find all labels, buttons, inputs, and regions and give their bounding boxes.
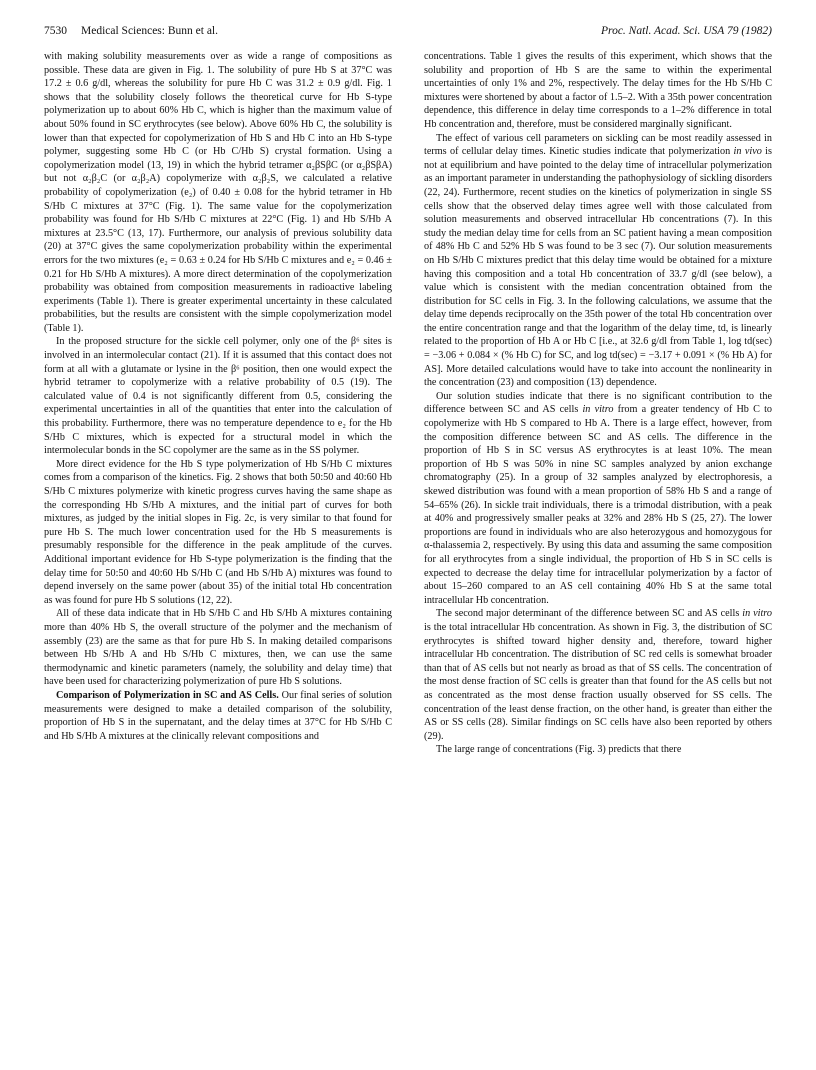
italic-term: in vivo xyxy=(733,146,762,158)
left-column xyxy=(44,50,392,743)
paragraph-text: Our solution studies indicate that there is no significant contribution to the difference between SC and AS cells xyxy=(424,390,772,416)
paragraph: In the proposed structure for the sickle cell polymer, only one of the β⁶ sites is involved in an intermolecular contact (21). If it is assumed that this contact does not form at all with a glutamate or lysine in the β⁶ position, then one would expect the hybrid tetramer to copolymerize with a relative probability of 0.5 (19). The calculated value of 0.4 is not significantly different from 0.5, considering the experimental uncertainties in all of the quantities that enter into the calculation of this probability. Furthermore, there was no temperature dependence to e₂ for the Hb S/Hb C mixtures, which is expected for a structural model in which the intermolecular bonds in the SC copolymer are the same as in the SS polymer. xyxy=(44,336,392,457)
paragraph: More direct evidence for the Hb S type polymerization of Hb S/Hb C mixtures comes from a comparison of the kinetics. Fig. 2 shows that both 50:50 and 40:60 Hb S/Hb C mixtures polymerize with kinetic progress curves having the same shape as the corresponding Hb S/Hb A mixtures, and the initial part of curves for both mixtures, as judged by the initial slopes in Fig. 2c, is very similar to that found for pure Hb S. The much lower concentration used for the Hb S measurements is presumably responsible for the difference in the peak amplitude of the curves. Additional important evidence for Hb S-type polymerization is the finding that the delay time for 50:50 and 40:60 Hb S/Hb C (and Hb S/Hb A) mixtures was found to depend inversely on the same power (about 35) of the initial total Hb concentration as was found for pure Hb S solutions (12, 22). xyxy=(44,458,392,606)
paragraph xyxy=(424,607,772,743)
paragraph: concentrations. Table 1 gives the results of this experiment, which shows that the solubility and proportion of Hb S are the same to within the experimental uncertainties of only 1% and 2%, respectively. The delay times for the Hb S/Hb C mixtures were shortened by about a factor of 1.5–2. With a 35th power concentration dependence, this difference in delay time corresponds to a 1–2% difference in total Hb concentration and, therefore, must be considered marginally significant. xyxy=(424,51,772,130)
page-number: 7530 xyxy=(44,25,67,37)
paragraph xyxy=(44,689,392,743)
right-column xyxy=(424,50,772,757)
italic-term: in vitro xyxy=(742,608,772,620)
paragraph-text: from a greater tendency of Hb C to copolymerize with Hb S compared to Hb A. There is a large effect, however, from the composition difference between SC and AS cells. The difference in the proportion of Hb S in SC versus AS erythrocytes is at least 10%. The mean proportion of Hb S was 50% in nine SC samples analyzed by anion exchange chromatography (25). In a group of 32 samples analyzed by electrophoresis, a skewed distribution was found with a mean proportion of 58% Hb S and a range of 54–65% (26). In sickle trait individuals, there is a trimodal distribution, with a peak at 40% and progressively smaller peaks at 32% and 28% Hb S (25, 27). The lower proportions are found in individuals who are also heterozygous and homozygous for α-thalassemia 2, respectively. By using this data and assuming the same composition for all erythrocytes from a single individual, the proportion of Hb S in SC cells is expected to decrease the delay time for intracellular polymerization by a factor of about 15–260 compared to an AS cell containing 40% Hb S at the same total intracellular Hb concentration. xyxy=(424,404,772,606)
running-header xyxy=(44,25,772,41)
paragraph: with making solubility measurements over as wide a range of compositions as possible. These data are given in Fig. 1. The solubility of pure Hb S at 37°C was 17.2 ± 0.6 g/dl, whereas the solubility for pure Hb C was 31.2 ± 0.9 g/dl. Fig. 1 shows that the solubility closely follows the theoretical curve for Hb S-type polymerization up to about 60% Hb C, which is higher than the maximum value of about 50% found in SC erythrocytes (see below). Above 60% Hb C, the solubility is lower than that expected for copolymerization of Hb S and Hb C into an Hb S-type polymer, suggesting some Hb C (or Hb C/Hb S) crystal formation. Using a copolymerization model (13, 19) in which the hybrid tetramer α₂βSβC (or α₂βSβA) but not α₂β₂C (or α₂β₂A) copolymerize with α₂β₂S, we calculated a relative probability of copolymerization (e₂) of 0.40 ± 0.08 for the hybrid tetramer in Hb S/Hb C mixtures at 37°C (Fig. 1). The same value for the copolymerization probability was found for Hb S/Hb C mixtures at 22°C (Fig. 1) and Hb S/Hb A mixtures at 23.5°C (13, 17). Furthermore, our analysis of previous solubility data (20) at 37°C gives the same copolymerization probability within the experimental errors for the two mixtures (e₂ = 0.63 ± 0.24 for Hb S/Hb C mixtures and e₂ = 0.46 ± 0.21 for Hb S/Hb A mixtures). A more direct determination of the copolymerization probability was obtained from composition measurements in radioactive labeling experiments (Table 1). There is greater experimental uncertainty in these calculated probabilities, but the results are consistent with the simple copolymerization model (Table 1). xyxy=(44,51,392,334)
paragraph-text: Our final series of solution measurements were designed to make a detailed comparison of the solubility, proportion of Hb S in the supernatant, and the delay times at 37°C for Hb S/Hb C and Hb S/Hb A mixtures at the clinically relevant compositions and xyxy=(44,689,392,742)
paragraph-text: is the total intracellular Hb concentration. As shown in Fig. 3, the distribution of SC erythrocytes is shifted toward higher density and, therefore, toward higher intracellular Hb concentration. The distribution of SC red cells is somewhat broader than that of AS cells but not nearly as broad as that of SS cells. The concentration of the most dense fraction of SC cells is greater than that found for the AS cells but not as concentrated as the most dense fraction usually observed for SS cells. The concentration of the least dense fraction, on the other hand, is greater than either the AS or SS cells (28). Similar findings on SC cells have also been reported by others (29). xyxy=(424,621,772,742)
paragraph: All of these data indicate that in Hb S/Hb C and Hb S/Hb A mixtures containing more than 40% Hb S, the overall structure of the polymer and the mechanism of assembly (23) are the same as that for pure Hb S. In making detailed comparisons between Hb S/Hb A and Hb S/Hb C mixtures, then, we can use the same thermodynamic and kinetic parameters (namely, the solubility and delay time) that have been used for characterizing polymerization of pure Hb S solutions. xyxy=(44,608,392,688)
paragraph: The large range of concentrations (Fig. 3) predicts that there xyxy=(436,744,682,756)
paragraph-text: The second major determinant of the difference between SC and AS cells xyxy=(436,608,743,620)
paragraph xyxy=(424,390,772,608)
paragraph-text: The effect of various cell parameters on sickling can be most readily assessed in terms of cellular delay times. Kinetic studies indicate that polymerization xyxy=(424,132,772,158)
italic-term: in vitro xyxy=(582,404,614,416)
paragraph xyxy=(424,132,772,390)
paragraph-text: is not at equilibrium and have pointed to the delay time of intracellular polymerization as an important parameter in understanding the pathophysiology of sickling disorders (22, 24). Furthermore, recent studies on the kinetics of polymerization in single SS cells show that the observed delay times agree well with those calculated from solution measurements and observed intracellular Hb concentrations (7). In this study the median delay time for cells from an SC patient having a mean composition of 48% Hb C and 52% Hb S was found to be 3 sec (7). Our solution measurements on Hb S/Hb C mixtures predict that this delay time would be obtained for a mixture having this composition and a total Hb concentration of 33.7 g/dl (see below), a value which is consistent with the median concentration obtained from the distribution for SC cells in Fig. 3. In the following calculations, we assume that the delay time depends reciprocally on the 35th power of the total Hb concentration over the entire concentration range and that the logarithm of the delay time, td, is linearly related to the proportion of Hb A or Hb C [i.e., at 32.6 g/dl from Table 1, log td(sec) = −3.06 + 0.084 × (% Hb C) for SC, and log td(sec) = −3.17 + 0.091 × (% Hb A) for AS]. More detailed calculations would have to take into account the nonlinearity in the concentration (23) and composition (13) dependence. xyxy=(424,146,772,389)
section-heading: Comparison of Polymerization in SC and AS Cells. xyxy=(56,689,279,701)
journal-citation: Proc. Natl. Acad. Sci. USA 79 (1982) xyxy=(601,25,772,37)
section-title: Medical Sciences: Bunn et al. xyxy=(81,25,219,37)
